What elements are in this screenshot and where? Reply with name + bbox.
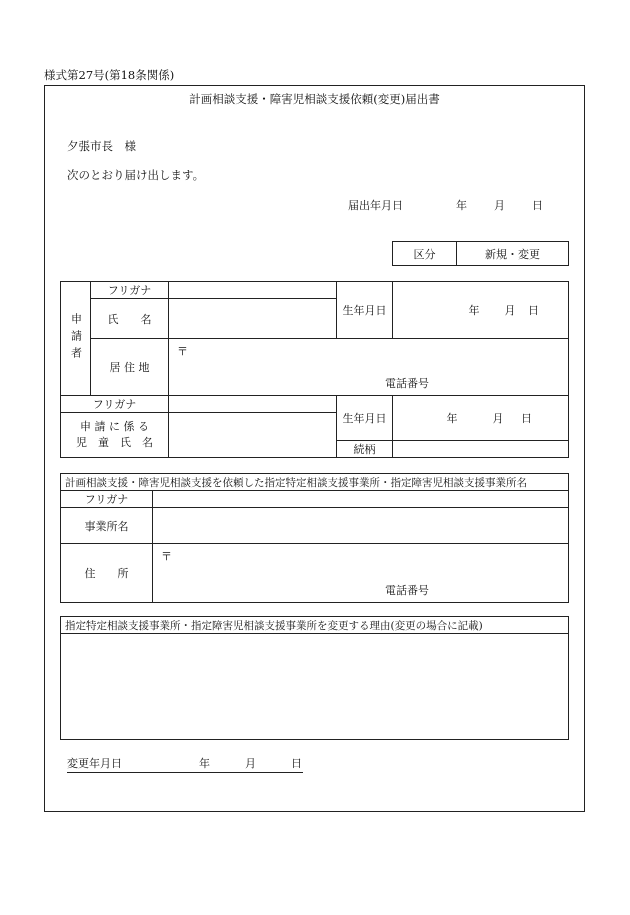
applicant-birth-field[interactable]: 年 月 日 bbox=[393, 282, 569, 339]
office-furigana-field[interactable] bbox=[153, 491, 569, 508]
category-table bbox=[392, 241, 569, 266]
submission-month-label: 月 bbox=[494, 199, 505, 212]
office-name-field[interactable] bbox=[153, 508, 569, 544]
child-furigana-label: フリガナ bbox=[61, 396, 169, 413]
intro-text: 次のとおり届け出します。 bbox=[67, 168, 205, 182]
submission-year-label: 年 bbox=[456, 199, 467, 212]
child-birth-label: 生年月日 bbox=[337, 396, 393, 441]
submission-date bbox=[348, 197, 543, 213]
child-relation-label: 続柄 bbox=[337, 441, 393, 458]
applicant-section-label: 申請者 bbox=[61, 282, 91, 396]
office-table bbox=[60, 473, 569, 603]
child-furigana-field[interactable] bbox=[169, 396, 337, 413]
reason-header: 指定特定相談支援事業所・指定障害児相談支援事業所を変更する理由(変更の場合に記載) bbox=[61, 617, 569, 634]
applicant-postal-mark: 〒 bbox=[177, 345, 188, 358]
child-name-label: 申 請 に 係 る 児 童 氏 名 bbox=[61, 413, 169, 458]
change-month-label: 月 bbox=[245, 757, 256, 770]
reason-table bbox=[60, 616, 569, 740]
change-year-label: 年 bbox=[199, 757, 210, 770]
office-furigana-label: フリガナ bbox=[61, 491, 153, 508]
office-phone-label: 電話番号 bbox=[385, 584, 429, 597]
change-date-label: 変更年月日 bbox=[67, 757, 122, 770]
office-header: 計画相談支援・障害児相談支援を依頼した指定特定相談支援事業所・指定障害児相談支援事業所名 bbox=[61, 474, 569, 491]
addressee: 夕張市長 様 bbox=[67, 139, 136, 153]
category-label: 区分 bbox=[393, 242, 457, 266]
applicant-birth-label: 生年月日 bbox=[337, 282, 393, 339]
applicant-furigana-label: フリガナ bbox=[91, 282, 169, 299]
form-title: 計画相談支援・障害児相談支援依頼(変更)届出書 bbox=[189, 92, 440, 106]
child-birth-field[interactable]: 年 月 日 bbox=[393, 396, 569, 441]
office-address-label: 住 所 bbox=[61, 544, 153, 603]
applicant-table bbox=[60, 281, 569, 458]
submission-date-label: 届出年月日 bbox=[348, 199, 403, 212]
office-name-label: 事業所名 bbox=[61, 508, 153, 544]
category-value[interactable]: 新規・変更 bbox=[457, 242, 569, 266]
reason-field[interactable] bbox=[61, 634, 569, 740]
applicant-address-field[interactable] bbox=[169, 339, 569, 396]
applicant-furigana-field[interactable] bbox=[169, 282, 337, 299]
office-address-field[interactable] bbox=[153, 544, 569, 603]
applicant-address-label: 居 住 地 bbox=[91, 339, 169, 396]
submission-day-label: 日 bbox=[532, 199, 543, 212]
form-number-label: 様式第27号(第18条関係) bbox=[44, 68, 175, 82]
office-postal-mark: 〒 bbox=[161, 550, 172, 563]
child-name-field[interactable] bbox=[169, 413, 337, 458]
applicant-name-label: 氏 名 bbox=[91, 299, 169, 339]
change-date[interactable] bbox=[67, 755, 303, 773]
applicant-name-field[interactable] bbox=[169, 299, 337, 339]
applicant-phone-label: 電話番号 bbox=[385, 377, 429, 390]
child-relation-field[interactable] bbox=[393, 441, 569, 458]
change-day-label: 日 bbox=[291, 757, 302, 770]
